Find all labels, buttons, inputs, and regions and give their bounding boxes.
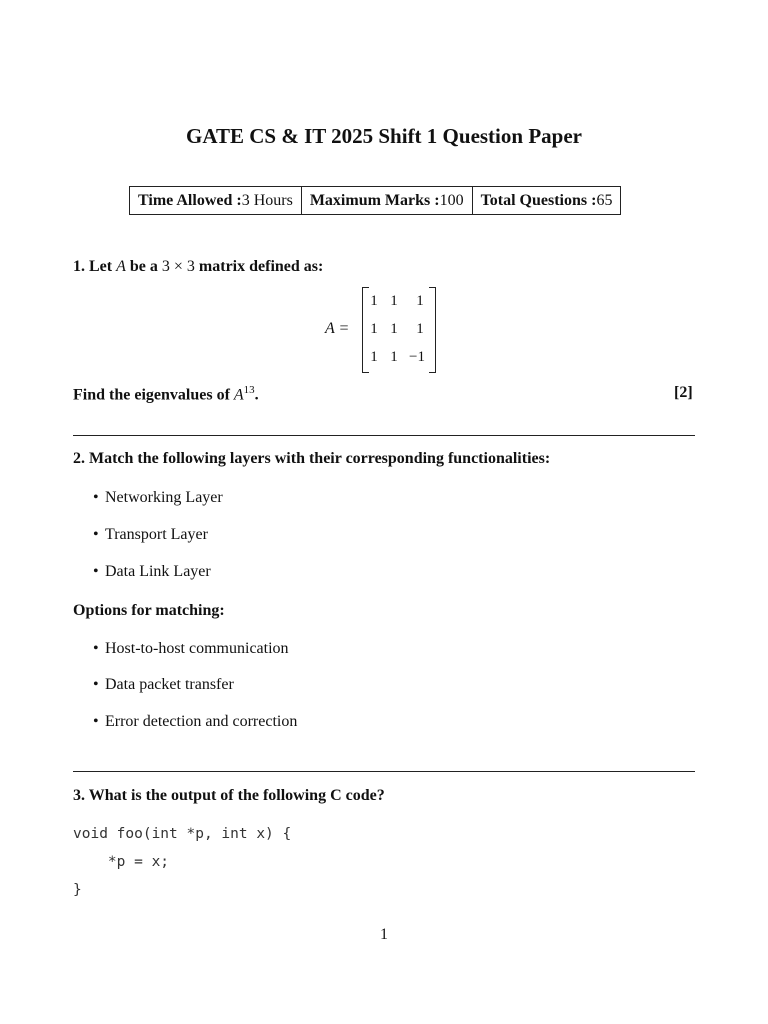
code-line: }: [73, 882, 82, 898]
time-allowed-cell: [130, 187, 302, 214]
list-item: • Error detection and correction: [93, 713, 298, 730]
question-1-find-text: Find the eigenvalues of: [73, 386, 234, 404]
matrix-cell: 1: [416, 321, 424, 337]
list-item: • Host-to-host communication: [93, 640, 289, 657]
time-allowed-label: Time Allowed :: [138, 192, 242, 209]
divider: [73, 435, 695, 436]
layer-data-link: Data Link Layer: [105, 563, 211, 580]
divider: [73, 771, 695, 772]
question-3-heading: 3. What is the output of the following C code?: [73, 787, 385, 804]
total-questions-cell: [473, 187, 621, 214]
question-1-prefix: 1. Let: [73, 258, 117, 275]
question-1-find-end: .: [254, 386, 259, 404]
question-1-find: [73, 384, 259, 404]
matrix-cell: 1: [370, 321, 378, 337]
code-line: *p = x;: [73, 854, 170, 870]
exam-info-table: [129, 186, 621, 215]
option-host-to-host: Host-to-host communication: [105, 640, 289, 657]
options-heading: Options for matching:: [73, 602, 225, 619]
question-1-heading: [73, 258, 323, 276]
matrix-cell: 1: [390, 293, 398, 309]
page-number: 1: [380, 926, 388, 943]
question-1-marks: [2]: [674, 384, 693, 401]
total-questions-label: Total Questions :: [480, 192, 597, 209]
matrix-cell: 1: [390, 349, 398, 365]
layer-networking: Networking Layer: [105, 489, 223, 506]
matrix-cell: 1: [370, 293, 378, 309]
maximum-marks-cell: [302, 187, 473, 214]
layer-transport: Transport Layer: [105, 526, 208, 543]
question-1-var: A: [116, 258, 126, 275]
matrix-cell: 1: [370, 349, 378, 365]
question-1-find-exp: 13: [243, 384, 255, 396]
question-2-heading: 2. Match the following layers with their corresponding functionalities:: [73, 450, 551, 467]
list-item: • Transport Layer: [93, 526, 208, 543]
time-allowed-value: 3 Hours: [241, 192, 293, 209]
matrix-cell: −1: [409, 349, 425, 365]
matrix-lhs: A =: [325, 320, 350, 337]
question-1-find-var: A: [233, 386, 244, 404]
option-data-packet: Data packet transfer: [105, 676, 234, 693]
option-error-detection: Error detection and correction: [105, 713, 298, 730]
matrix-cell: 1: [416, 293, 424, 309]
question-1-mid: be a: [125, 258, 162, 275]
list-item: • Data Link Layer: [93, 563, 211, 580]
total-questions-value: 65: [596, 192, 613, 209]
code-line: void foo(int *p, int x) {: [73, 826, 292, 842]
matrix-cell: 1: [390, 321, 398, 337]
question-1-dims: 3 × 3: [161, 258, 195, 275]
list-item: • Networking Layer: [93, 489, 223, 506]
page-title: GATE CS & IT 2025 Shift 1 Question Paper: [186, 124, 582, 148]
matrix-a: [325, 287, 445, 373]
list-item: • Data packet transfer: [93, 676, 234, 693]
maximum-marks-value: 100: [439, 192, 464, 209]
maximum-marks-label: Maximum Marks :: [309, 192, 440, 209]
question-1-suffix: matrix defined as:: [194, 258, 324, 275]
